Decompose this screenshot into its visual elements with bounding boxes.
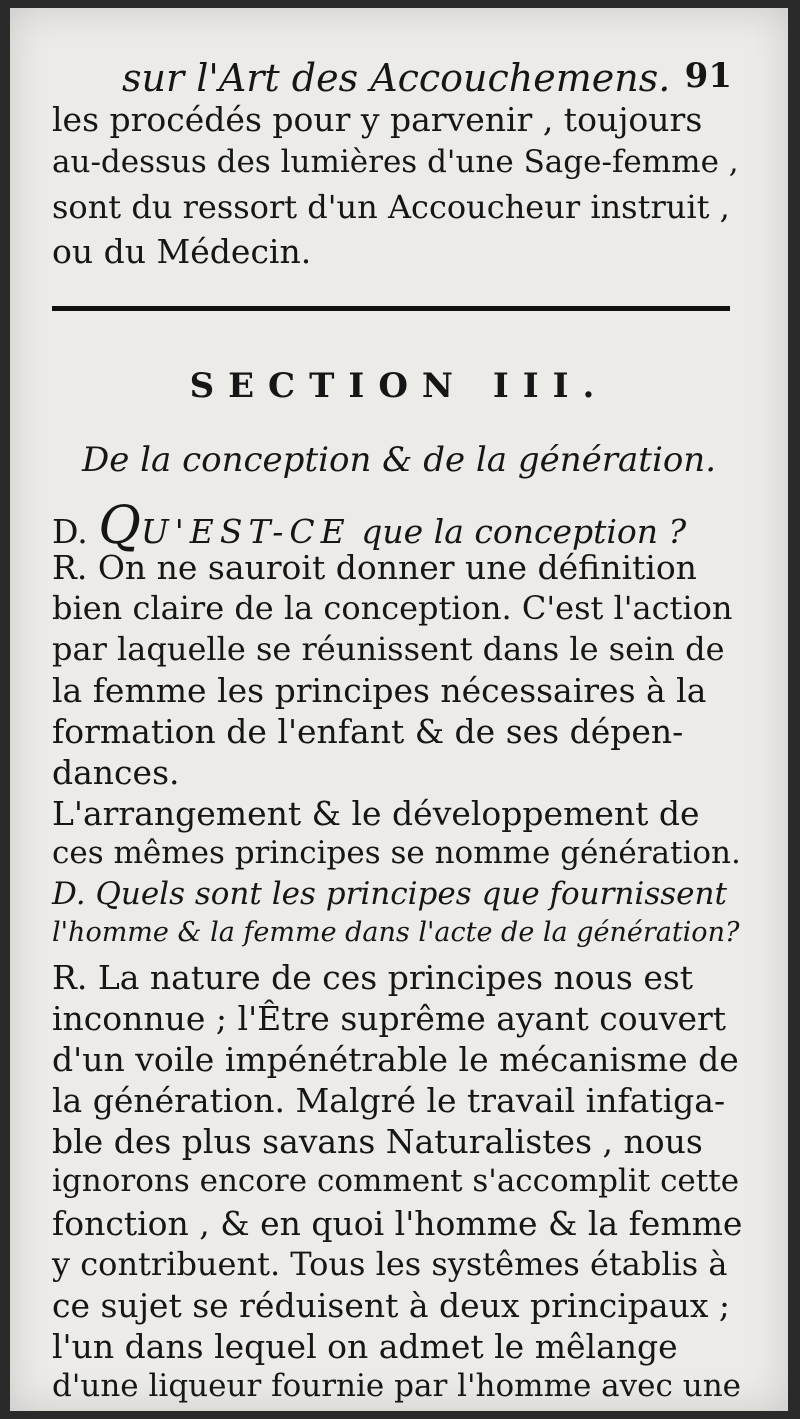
answer2-line-2: inconnue ; l'Être suprême ayant couvert [52, 999, 727, 1038]
intro-line-1: les procédés pour y parvenir , toujours [52, 100, 703, 139]
section-heading: SECTION III. [189, 366, 609, 406]
answer2-line-4: la génération. Malgré le travail infatiga- [52, 1081, 726, 1120]
answer1-line-5: formation de l'enfant & de ses dépen- [52, 712, 684, 751]
book-page [10, 8, 788, 1411]
question2-line-2: l'homme & la femme dans l'acte de la génération? [52, 917, 740, 948]
answer2-line-8: y contribuent. Tous les systêmes établis à [52, 1245, 728, 1283]
answer1-line-2: bien claire de la conception. C'est l'action [52, 589, 733, 627]
answer2-line-1: R. La nature de ces principes nous est [52, 958, 694, 997]
question-label: D. [52, 512, 88, 551]
intro-line-3: sont du ressort d'un Accoucheur instruit , [52, 188, 730, 226]
answer1-line-6: dances. [52, 753, 180, 792]
page-number: 91 [684, 56, 732, 96]
answer2-line-9: ce sujet se réduisent à deux principaux ; [52, 1286, 731, 1325]
answer1-line-4: la femme les principes nécessaires à la [52, 671, 707, 710]
answer2-line-7: fonction , & en quoi l'homme & la femme [52, 1204, 743, 1243]
answer2-line-5: ble des plus savans Naturalistes , nous [52, 1122, 703, 1161]
section-subtitle: De la conception & de la génération. [81, 440, 717, 480]
answer1-line-3: par laquelle se réunissent dans le sein de [52, 630, 725, 668]
answer2-line-3: d'un voile impénétrable le mécanisme de [52, 1040, 739, 1079]
question2-line-1: D. Quels sont les principes que fournissent [52, 876, 727, 912]
para2-line-2: ces mêmes principes se nomme génération. [52, 835, 741, 871]
answer2-line-6: ignorons encore comment s'accomplit cette [52, 1163, 740, 1199]
running-title: sur l'Art des Accouchemens. [122, 56, 671, 100]
section-rule [52, 306, 730, 311]
answer2-line-10: l'un dans lequel on admet le mêlange [52, 1327, 678, 1366]
question-smallcaps: U'EST-CE [140, 512, 351, 551]
question-rest: que la conception ? [361, 512, 687, 551]
answer1-line-1: R. On ne sauroit donner une définition [52, 548, 697, 587]
intro-line-4: ou du Médecin. [52, 232, 312, 271]
answer2-line-11: d'une liqueur fournie par l'homme avec une [52, 1368, 742, 1404]
intro-line-2: au-dessus des lumières d'une Sage-femme , [52, 144, 739, 180]
running-header [122, 56, 732, 100]
question-1 [52, 496, 742, 556]
para2-line-1: L'arrangement & le développement de [52, 794, 700, 833]
drop-letter: Q [98, 496, 141, 556]
